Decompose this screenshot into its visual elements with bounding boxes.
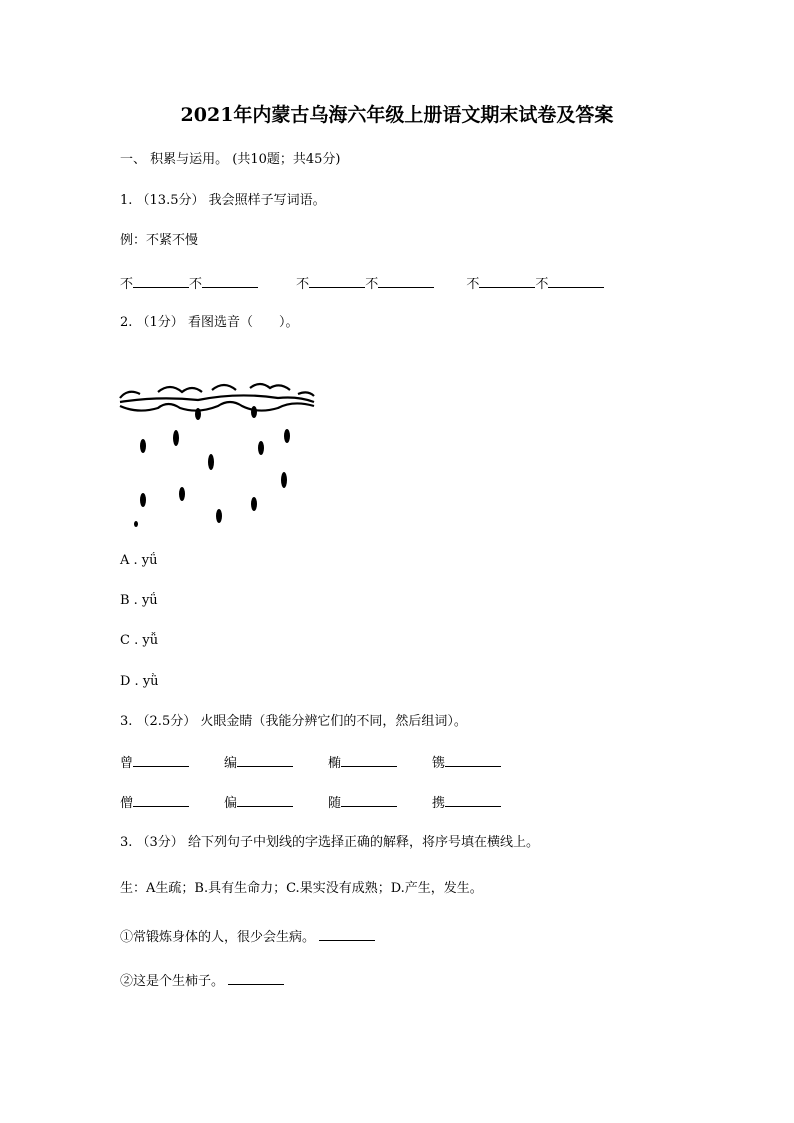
rain-cloud-illustration (118, 378, 318, 528)
char: 僧 (120, 796, 134, 811)
answer-blank[interactable] (341, 754, 397, 767)
question-1-example: 例：不紧不慢 (120, 233, 199, 248)
question-1-blanks (120, 275, 604, 293)
char: 随 (328, 796, 342, 811)
answer-blank[interactable] (445, 754, 501, 767)
option-a[interactable]: A . yǘ (120, 553, 158, 568)
answer-blank[interactable] (133, 754, 189, 767)
answer-blank[interactable] (479, 275, 535, 288)
prefix-char: 不 (365, 277, 379, 292)
question-4-item-1 (120, 928, 375, 946)
prefix-char: 不 (296, 277, 310, 292)
item-text: ②这是个生柿子。 (120, 974, 225, 989)
answer-blank[interactable] (309, 275, 365, 288)
answer-blank[interactable] (202, 275, 258, 288)
item-text: ①常锻炼身体的人，很少会生病。 (120, 930, 316, 945)
prefix-char: 不 (466, 277, 480, 292)
char: 椭 (328, 756, 342, 771)
answer-blank[interactable] (237, 754, 293, 767)
section-heading: 一、 积累与运用。 (共10题；共45分) (120, 152, 341, 167)
char: 偏 (224, 796, 238, 811)
answer-blank[interactable] (228, 972, 284, 985)
question-3-row-2 (120, 794, 501, 812)
answer-blank[interactable] (133, 275, 189, 288)
prefix-char: 不 (120, 277, 134, 292)
answer-blank[interactable] (341, 794, 397, 807)
document-title: 2021年内蒙古乌海六年级上册语文期末试卷及答案 (180, 104, 614, 126)
answer-blank[interactable] (548, 275, 604, 288)
option-b[interactable]: B . yǘ (120, 593, 158, 608)
prefix-char: 不 (189, 277, 203, 292)
answer-blank[interactable] (133, 794, 189, 807)
question-1-stem: 1. （13.5分） 我会照样子写词语。 (120, 193, 326, 208)
answer-blank[interactable] (237, 794, 293, 807)
answer-blank[interactable] (378, 275, 434, 288)
answer-blank[interactable] (445, 794, 501, 807)
question-3-stem: 3. （2.5分） 火眼金睛（我能分辨它们的不同，然后组词）。 (120, 714, 467, 729)
char: 曾 (120, 756, 134, 771)
question-4-stem: 3. （3分） 给下列句子中划线的字选择正确的解释，将序号填在横线上。 (120, 835, 539, 850)
question-4-item-2 (120, 972, 284, 990)
option-d[interactable]: D . yǜ (120, 674, 159, 689)
prefix-char: 不 (535, 277, 549, 292)
question-4-definitions: 生：A生疏；B.具有生命力；C.果实没有成熟；D.产生，发生。 (120, 881, 483, 896)
option-c[interactable]: C . yǚ (120, 633, 159, 648)
char: 编 (224, 756, 238, 771)
char: 携 (432, 796, 446, 811)
answer-blank[interactable] (319, 928, 375, 941)
question-3-row-1 (120, 754, 501, 772)
question-2-stem: 2. （1分） 看图选音（ ）。 (120, 315, 299, 330)
char: 镌 (432, 756, 446, 771)
